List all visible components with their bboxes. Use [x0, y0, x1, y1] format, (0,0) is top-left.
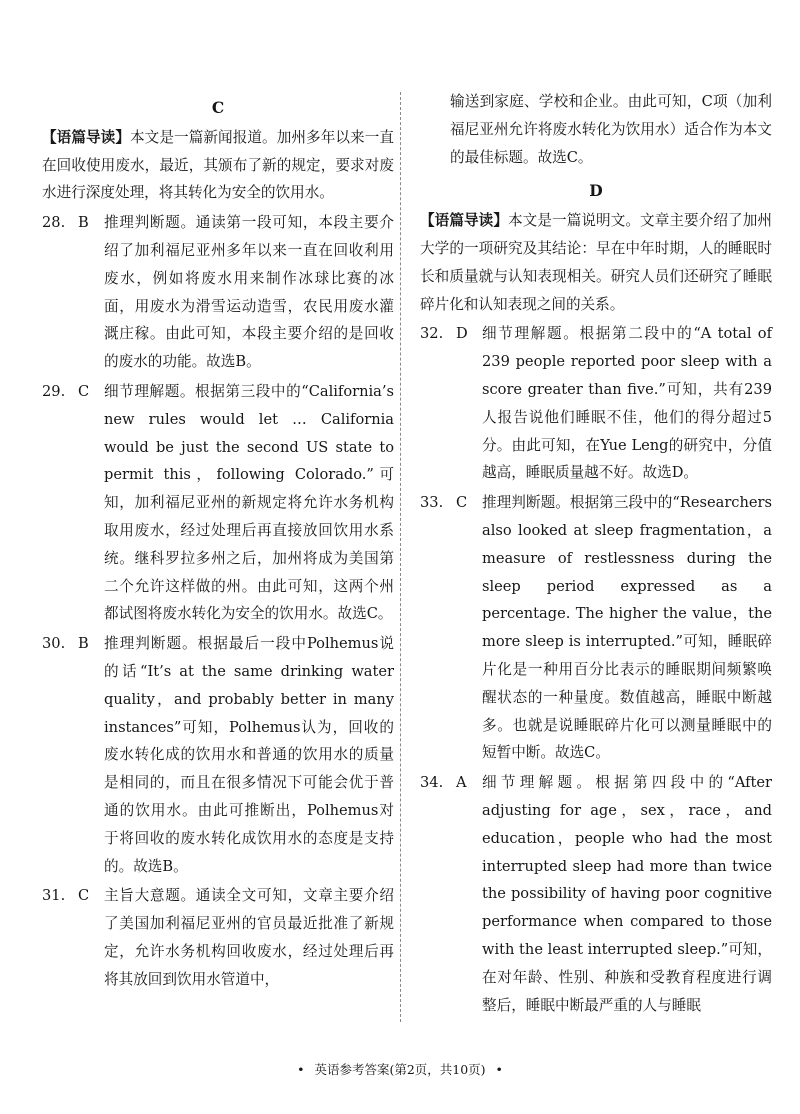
answer-item-30 — [42, 630, 394, 880]
page-footer — [0, 1060, 800, 1078]
item-number: 34. — [420, 774, 444, 792]
reading-guide-d — [420, 207, 772, 318]
item-number: 30. — [42, 635, 66, 653]
item-number: 32. — [420, 325, 444, 343]
item-31-continuation: 输送到家庭、学校和企业。由此可知，C项（加利福尼亚州允许将废水转化为饮用水）适合作为本文的最佳标题。故选C。 — [450, 93, 772, 166]
right-column — [420, 88, 772, 1019]
item-answer: C — [78, 887, 90, 905]
section-heading-d: D — [589, 181, 603, 201]
item-number: 33. — [420, 494, 444, 512]
item-answer: B — [78, 214, 89, 232]
item-answer: D — [456, 325, 468, 343]
item-number: 29. — [42, 382, 66, 400]
footer-bullet-left: • — [297, 1062, 305, 1077]
item-explanation: 细节理解题。根据第二段中的“A total of 239 people reported poor sleep with a score greater than five.”可知，共有239人报告说他们睡眠不佳，他们的得分超过5分。由此可知，在Yue Leng的研究中，分值越高，睡眠质量越不好。故选D。 — [482, 325, 772, 482]
item-explanation: 推理判断题。根据最后一段中Polhemus说的话“It’s at the same drinking water quality，and probably better in many instances”可知，Polhemus认为，回收的废水转化成的饮用水和普通的饮用水的质量是相同的，而且在很多情况下可能会优于普通的饮用水。由此可推断出，Polhemus对于将回收的废水转化成饮用水的态度是支持的。故选B。 — [104, 635, 394, 875]
column-divider — [400, 92, 401, 1022]
guide-text: 本文是一篇说明文。文章主要介绍了加州大学的一项研究及其结论：早在中年时期，人的睡眠时长和质量就与认知表现相关。研究人员们还研究了睡眠碎片化和认知表现之间的关系。 — [420, 212, 772, 313]
left-column — [42, 88, 394, 994]
answer-item-34 — [420, 769, 772, 1019]
item-explanation: 推理判断题。通读第一段可知，本段主要介绍了加利福尼亚州多年以来一直在回收利用废水，例如将废水用来制作冰球比赛的冰面，用废水为滑雪运动造雪，农民用废水灌溉庄稼。由此可知，本段主要介绍的是回收的废水的功能。故选B。 — [104, 214, 394, 371]
footer-text: 英语参考答案(第2页，共10页) — [314, 1062, 486, 1077]
answer-item-31 — [42, 882, 394, 993]
item-explanation: 主旨大意题。通读全文可知，文章主要介绍了美国加利福尼亚州的官员最近批准了新规定，允许水务机构回收废水，经过处理后再将其放回到饮用水管道中， — [104, 887, 394, 988]
item-answer: C — [456, 494, 468, 512]
guide-label: 【语篇导读】 — [42, 128, 131, 146]
item-explanation: 细节理解题。根据第三段中的“California’s new rules would let … California would be just the second US state to permit this，following Colorado.”可知，加利福尼亚州的新规定将允许水务机构取用废水，经过处理后再直接放回饮用水系统。继科罗拉多州之后，加州将成为美国第二个允许这样做的州。由此可知，这两个州都试图将废水转化为安全的饮用水。故选C。 — [104, 382, 394, 623]
answer-item-28 — [42, 209, 394, 376]
footer-bullet-right: • — [495, 1062, 503, 1077]
item-explanation: 推理判断题。根据第三段中的“Researchers also looked at sleep fragmentation，a measure of restlessness during the sleep period expressed as a percentage. The higher the value，the more sleep is interrupted.”可知，睡眠碎片化是一种用百分比表示的睡眠期间频繁唤醒状态的一种量度。数值越高，睡眠中断越多。也就是说睡眠碎片化可以测量睡眠中的短暂中断。故选C。 — [482, 494, 772, 762]
section-heading-c: C — [211, 98, 225, 117]
item-number: 31. — [42, 887, 66, 905]
guide-label: 【语篇导读】 — [420, 212, 509, 230]
reading-guide-c — [42, 124, 394, 207]
item-answer: A — [456, 774, 467, 792]
answer-item-33 — [420, 489, 772, 767]
item-answer: C — [78, 382, 90, 400]
answer-item-32 — [420, 320, 772, 487]
item-explanation: 细节理解题。根据第四段中的“After adjusting for age，sex，race，and education，people who had the most interrupted sleep had more than twice the possibility of having poor cognitive performance when compared to those with the least interrupted sleep.”可知，在对年龄、性别、种族和受教育程度进行调整后，睡眠中断最严重的人与睡眠 — [482, 774, 772, 1014]
answer-item-29 — [42, 378, 394, 628]
guide-text: 本文是一篇新闻报道。加州多年以来一直在回收使用废水，最近，其颁布了新的规定，要求对废水进行深度处理，将其转化为安全的饮用水。 — [42, 128, 394, 202]
item-number: 28. — [42, 214, 66, 232]
item-answer: B — [78, 635, 89, 653]
